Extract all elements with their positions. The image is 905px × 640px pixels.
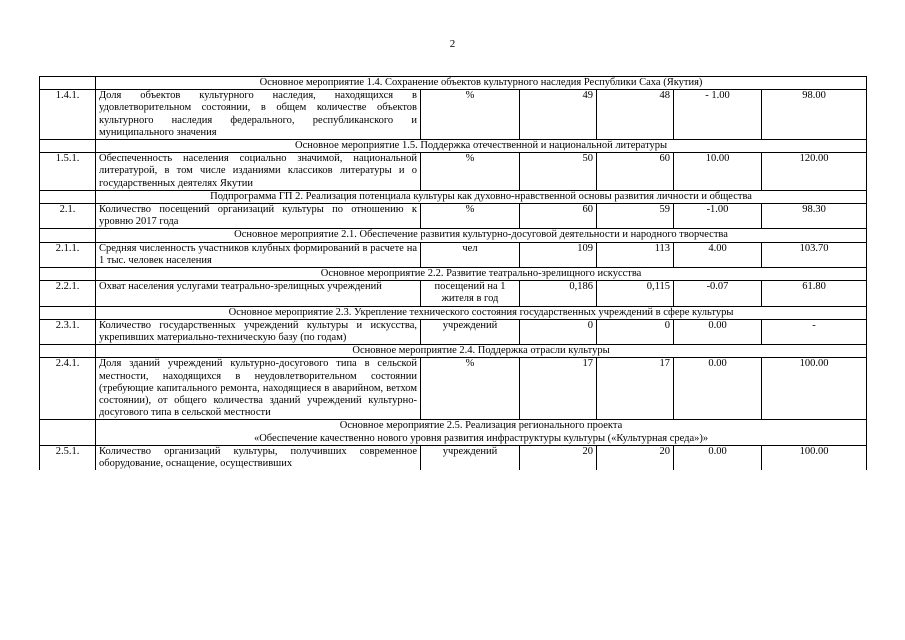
actual-value: 113 [597,242,674,267]
row-number: 2.1.1. [40,242,96,267]
row-number: 2.1. [40,204,96,229]
planned-value: 109 [520,242,597,267]
deviation-value: -1.00 [674,204,762,229]
unit-of-measure: чел [421,242,520,267]
table-row [40,242,867,267]
planned-value: 20 [520,445,597,470]
unit-of-measure: посещений на 1 жителя в год [421,281,520,306]
planned-value: 50 [520,153,597,191]
unit-of-measure: % [421,204,520,229]
actual-value: 48 [597,90,674,140]
row-number: 2.3.1. [40,319,96,344]
planned-value: 0,186 [520,281,597,306]
section-title: Основное мероприятие 2.3. Укрепление технического состояния государственных учреждений в сфере культуры [96,306,867,319]
actual-value: 59 [597,204,674,229]
section-header-row [40,268,867,281]
section-header-row [40,190,867,203]
section-header-row [40,345,867,358]
row-number: 2.5.1. [40,445,96,470]
deviation-value: 10.00 [674,153,762,191]
table-row [40,358,867,420]
section-title-line-2: «Обеспечение качественно нового уровня развития инфраструктуры культуры («Культурная среда»)» [253,432,709,444]
unit-of-measure: учреждений [421,319,520,344]
actual-value: 0,115 [597,281,674,306]
indicator-description: Охват населения услугами театрально-зрелищных учреждений [96,281,421,306]
actual-value: 0 [597,319,674,344]
percent-completion: 100.00 [762,358,867,420]
section-title: Основное мероприятие 2.2. Развитие театрально-зрелищного искусства [96,268,867,281]
percent-completion: - [762,319,867,344]
table-row [40,153,867,191]
indicator-description: Средняя численность участников клубных формирований в расчете на 1 тыс. человек населения [96,242,421,267]
percent-completion: 120.00 [762,153,867,191]
row-number: 1.4.1. [40,90,96,140]
deviation-value: 0.00 [674,319,762,344]
indicator-description: Количество организаций культуры, получивших современное оборудование, оснащение, осуществивших [96,445,421,470]
table-row [40,204,867,229]
section-header-row [40,229,867,242]
section-title-line-1: Основное мероприятие 2.5. Реализация регионального проекта [339,420,623,432]
table-row [40,445,867,470]
empty-cell [40,268,96,281]
actual-value: 17 [597,358,674,420]
section-title: Основное мероприятие 1.5. Поддержка отечественной и национальной литературы [96,140,867,153]
deviation-value: - 1.00 [674,90,762,140]
indicators-table [39,76,867,470]
empty-cell [40,140,96,153]
section-header-row [40,306,867,319]
unit-of-measure: % [421,153,520,191]
table-row [40,319,867,344]
section-header-row [40,77,867,90]
empty-cell [40,306,96,319]
row-number: 2.4.1. [40,358,96,420]
percent-completion: 103.70 [762,242,867,267]
indicator-description: Обеспеченность населения социально значимой, национальной литературой, в том числе изданиями классиков литературы и о государственных деятелях Якутии [96,153,421,191]
deviation-value: 4.00 [674,242,762,267]
unit-of-measure: % [421,358,520,420]
empty-cell [40,77,96,90]
section-header-row [40,420,867,445]
table-row [40,90,867,140]
empty-cell [40,229,96,242]
empty-cell [40,345,96,358]
percent-completion: 61.80 [762,281,867,306]
section-title: Основное мероприятие 2.1. Обеспечение развития культурно-досуговой деятельности и народного творчества [96,229,867,242]
percent-completion: 100.00 [762,445,867,470]
deviation-value: -0.07 [674,281,762,306]
planned-value: 60 [520,204,597,229]
indicator-description: Количество посещений организаций культуры по отношению к уровню 2017 года [96,204,421,229]
planned-value: 0 [520,319,597,344]
deviation-value: 0.00 [674,445,762,470]
section-header-row [40,140,867,153]
percent-completion: 98.30 [762,204,867,229]
section-title: Подпрограмма ГП 2. Реализация потенциала культуры как духовно-нравственной основы развития личности и общества [96,190,867,203]
actual-value: 60 [597,153,674,191]
unit-of-measure: учреждений [421,445,520,470]
page-number: 2 [449,38,456,50]
indicator-description: Количество государственных учреждений культуры и искусства, укрепивших материально-техническую базу (по годам) [96,319,421,344]
table-row [40,281,867,306]
row-number: 1.5.1. [40,153,96,191]
deviation-value: 0.00 [674,358,762,420]
row-number: 2.2.1. [40,281,96,306]
unit-of-measure: % [421,90,520,140]
empty-cell [40,420,96,445]
planned-value: 49 [520,90,597,140]
section-title: Основное мероприятие 1.4. Сохранение объектов культурного наследия Республики Саха (Якутия) [96,77,867,90]
actual-value: 20 [597,445,674,470]
empty-cell [40,190,96,203]
indicator-description: Доля зданий учреждений культурно-досугового типа в сельской местности, находящихся в неудовлетворительном состоянии (требующие капитального ремонта, находящиеся в аварийном, ветхом состоянии), от общего количества зданий учреждений культурно-досугового типа в сельской местности [96,358,421,420]
percent-completion: 98.00 [762,90,867,140]
section-title: Основное мероприятие 2.4. Поддержка отрасли культуры [96,345,867,358]
indicator-description: Доля объектов культурного наследия, находящихся в удовлетворительном состоянии, в общем количестве объектов культурного наследия федерального, республиканского и муниципального значения [96,90,421,140]
section-title [96,420,867,445]
planned-value: 17 [520,358,597,420]
